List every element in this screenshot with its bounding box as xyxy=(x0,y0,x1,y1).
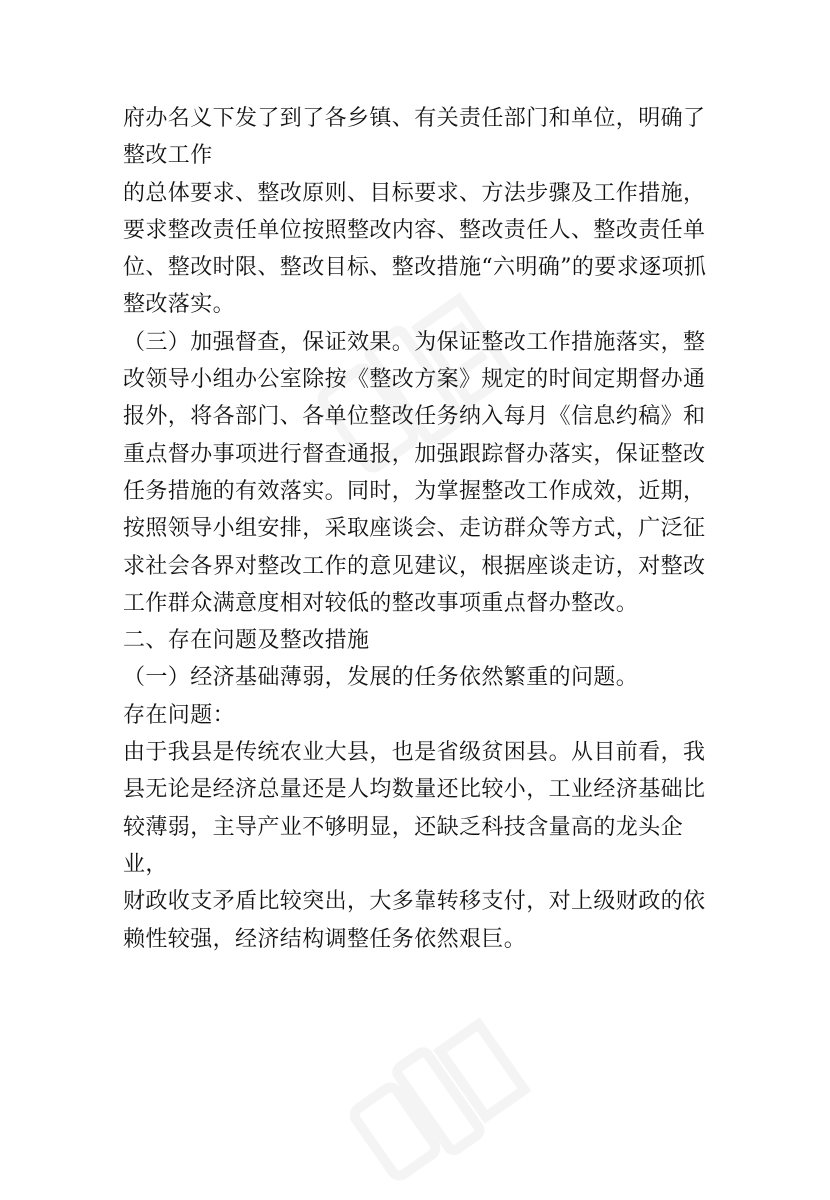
text-line: 要求整改责任单位按照整改内容、整改责任人、整改责任单 xyxy=(123,217,706,243)
text-line: 位、整改时限、整改目标、整改措施“六明确”的要求逐项抓 xyxy=(123,255,707,281)
paragraph xyxy=(123,175,713,324)
text-line: 赖性较强，经济结构调整任务依然艰巨。 xyxy=(123,926,527,952)
text-line: 财政收支矛盾比较突出，大多靠转移支付，对上级财政的依 xyxy=(123,889,706,915)
text-line: 求社会各界对整改工作的意见建议，根据座谈走访，对整改 xyxy=(123,553,706,579)
section-heading xyxy=(123,622,713,659)
text-line: 改领导小组办公室除按《整改方案》规定的时间定期督办通 xyxy=(123,367,706,393)
text-line: 府办名义下发了到了各乡镇、有关责任部门和单位，明确了 xyxy=(123,106,706,131)
subsection-heading xyxy=(123,659,713,696)
paragraph xyxy=(123,100,713,175)
paragraph xyxy=(123,734,713,958)
text-line: 按照领导小组安排，采取座谈会、走访群众等方式，广泛征 xyxy=(123,516,706,542)
text-line: 二、存在问题及整改措施 xyxy=(123,628,370,654)
text-line: 报外，将各部门、各单位整改任务纳入每月《信息约稿》和 xyxy=(123,404,706,430)
paragraph xyxy=(123,324,713,622)
text-line: 整改工作 xyxy=(123,143,213,169)
document-body xyxy=(123,100,713,958)
text-line: 由于我县是传统农业大县，也是省级贫困县。从目前看，我 xyxy=(123,740,706,766)
text-line: （一）经济基础薄弱，发展的任务依然繁重的问题。 xyxy=(123,665,639,691)
text-line: （三）加强督查，保证效果。为保证整改工作措施落实，整 xyxy=(123,329,706,355)
text-line: 较薄弱，主导产业不够明显，还缺乏科技含量高的龙头企业， xyxy=(123,814,684,877)
text-line: 存在问题： xyxy=(123,702,236,728)
text-line: 的总体要求、整改原则、目标要求、方法步骤及工作措施， xyxy=(123,180,706,206)
text-line: 工作群众满意度相对较低的整改事项重点督办整改。 xyxy=(123,590,639,616)
text-line: 县无论是经济总量还是人均数量还比较小，工业经济基础比 xyxy=(123,777,706,803)
text-line: 整改落实。 xyxy=(123,292,236,318)
text-line: 重点督办事项进行督查通报，加强跟踪督办落实，保证整改 xyxy=(123,441,706,467)
paragraph-label xyxy=(123,697,713,734)
text-line: 任务措施的有效落实。同时，为掌握整改工作成效，近期， xyxy=(123,478,706,504)
watermark-logo-icon xyxy=(340,1000,540,1200)
